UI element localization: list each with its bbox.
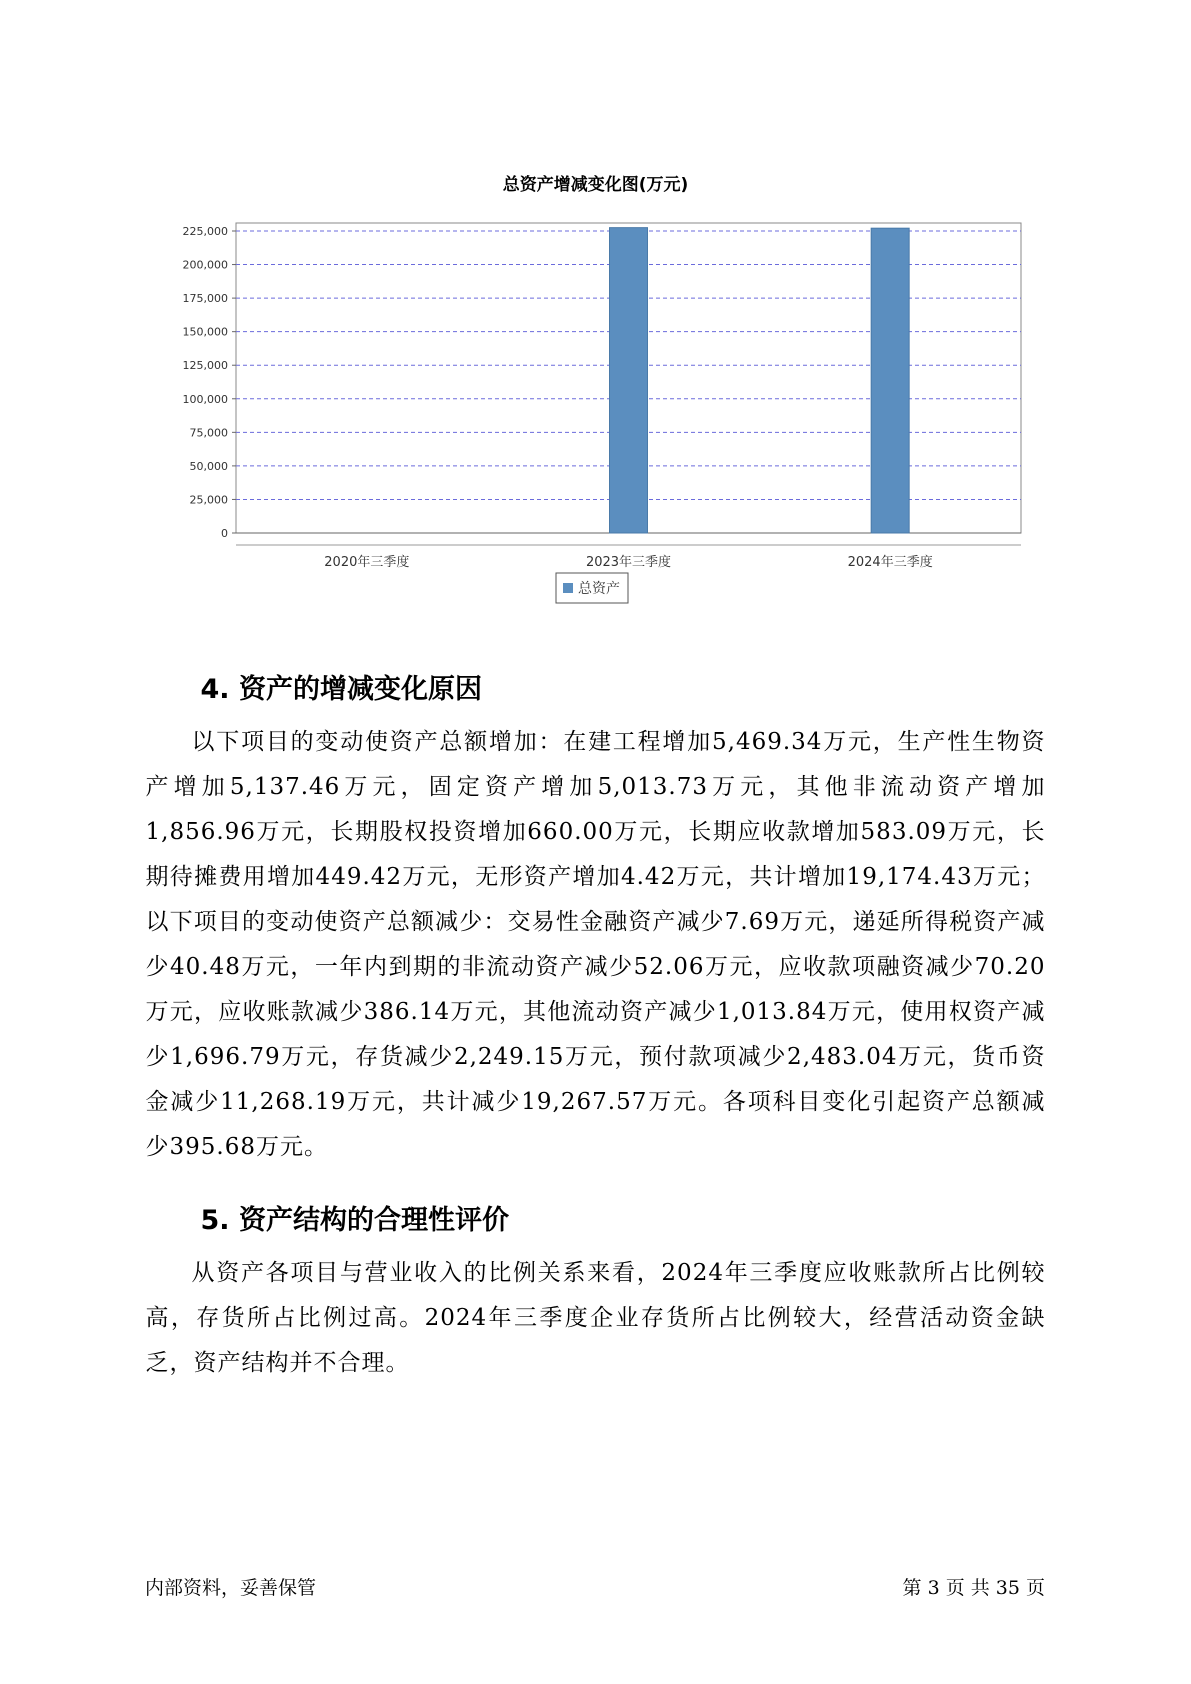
y-tick-label: 75,000 <box>189 426 228 440</box>
chart-container <box>156 203 1036 643</box>
y-tick-label: 175,000 <box>182 292 228 306</box>
y-tick-label: 150,000 <box>182 325 228 339</box>
section5-paragraph: 从资产各项目与营业收入的比例关系来看，2024年三季度应收账款所占比例较高，存货所占比例过高。2024年三季度企业存货所占比例较大，经营活动资金缺乏，资产结构并不合理。 <box>145 1260 1046 1376</box>
y-tick-label: 200,000 <box>182 258 228 272</box>
chart-title: 总资产增减变化图(万元) <box>502 175 689 195</box>
y-tick-label: 25,000 <box>189 493 228 507</box>
legend-swatch <box>563 583 573 593</box>
y-tick-label: 0 <box>220 527 228 540</box>
content <box>146 667 1046 1400</box>
bar <box>871 228 909 533</box>
section5-heading: 5. 资产结构的合理性评价 <box>200 1205 509 1236</box>
section4-heading: 4. 资产的增减变化原因 <box>200 674 482 705</box>
x-tick-label: 2020年三季度 <box>323 555 409 570</box>
footer-page-number: 第 3 页 共 35 页 <box>902 1577 1045 1599</box>
bar-chart <box>156 203 1036 643</box>
x-tick-label: 2023年三季度 <box>585 555 671 570</box>
y-tick-label: 225,000 <box>182 225 228 238</box>
section4-paragraph: 以下项目的变动使资产总额增加：在建工程增加5,469.34万元，生产性生物资产增加5,137.46万元，固定资产增加5,013.73万元，其他非流动资产增加1,856.96万元，长期股权投资增加660.00万元，长期应收款增加583.09万元，长期待摊费用增加449.42万元，无形资产增加4.42万元，共计增加19,174.43万元；以下项目的变动使资产总额减少：交易性金融资产减少7.69万元，递延所得税资产减少40.48万元，一年内到期的非流动资产减少52.06万元，应收款项融资减少70.20万元，应收账款减少386.14万元，其他流动资产减少1,013.84万元，使用权资产减少1,696.79万元，存货减少2,249.15万元，预付款项减少2,483.04万元，货币资金减少11,268.19万元，共计减少19,267.57万元。各项科目变化引起资产总额减少395.68万元。 <box>145 729 1046 1160</box>
footer <box>145 1573 1045 1600</box>
y-tick-label: 125,000 <box>182 359 228 373</box>
y-tick-label: 50,000 <box>189 459 228 473</box>
bar <box>609 228 647 533</box>
y-tick-label: 100,000 <box>182 392 228 406</box>
footer-left: 内部资料，妥善保管 <box>145 1577 317 1599</box>
x-tick-label: 2024年三季度 <box>847 555 933 570</box>
legend-label: 总资产 <box>577 581 620 597</box>
